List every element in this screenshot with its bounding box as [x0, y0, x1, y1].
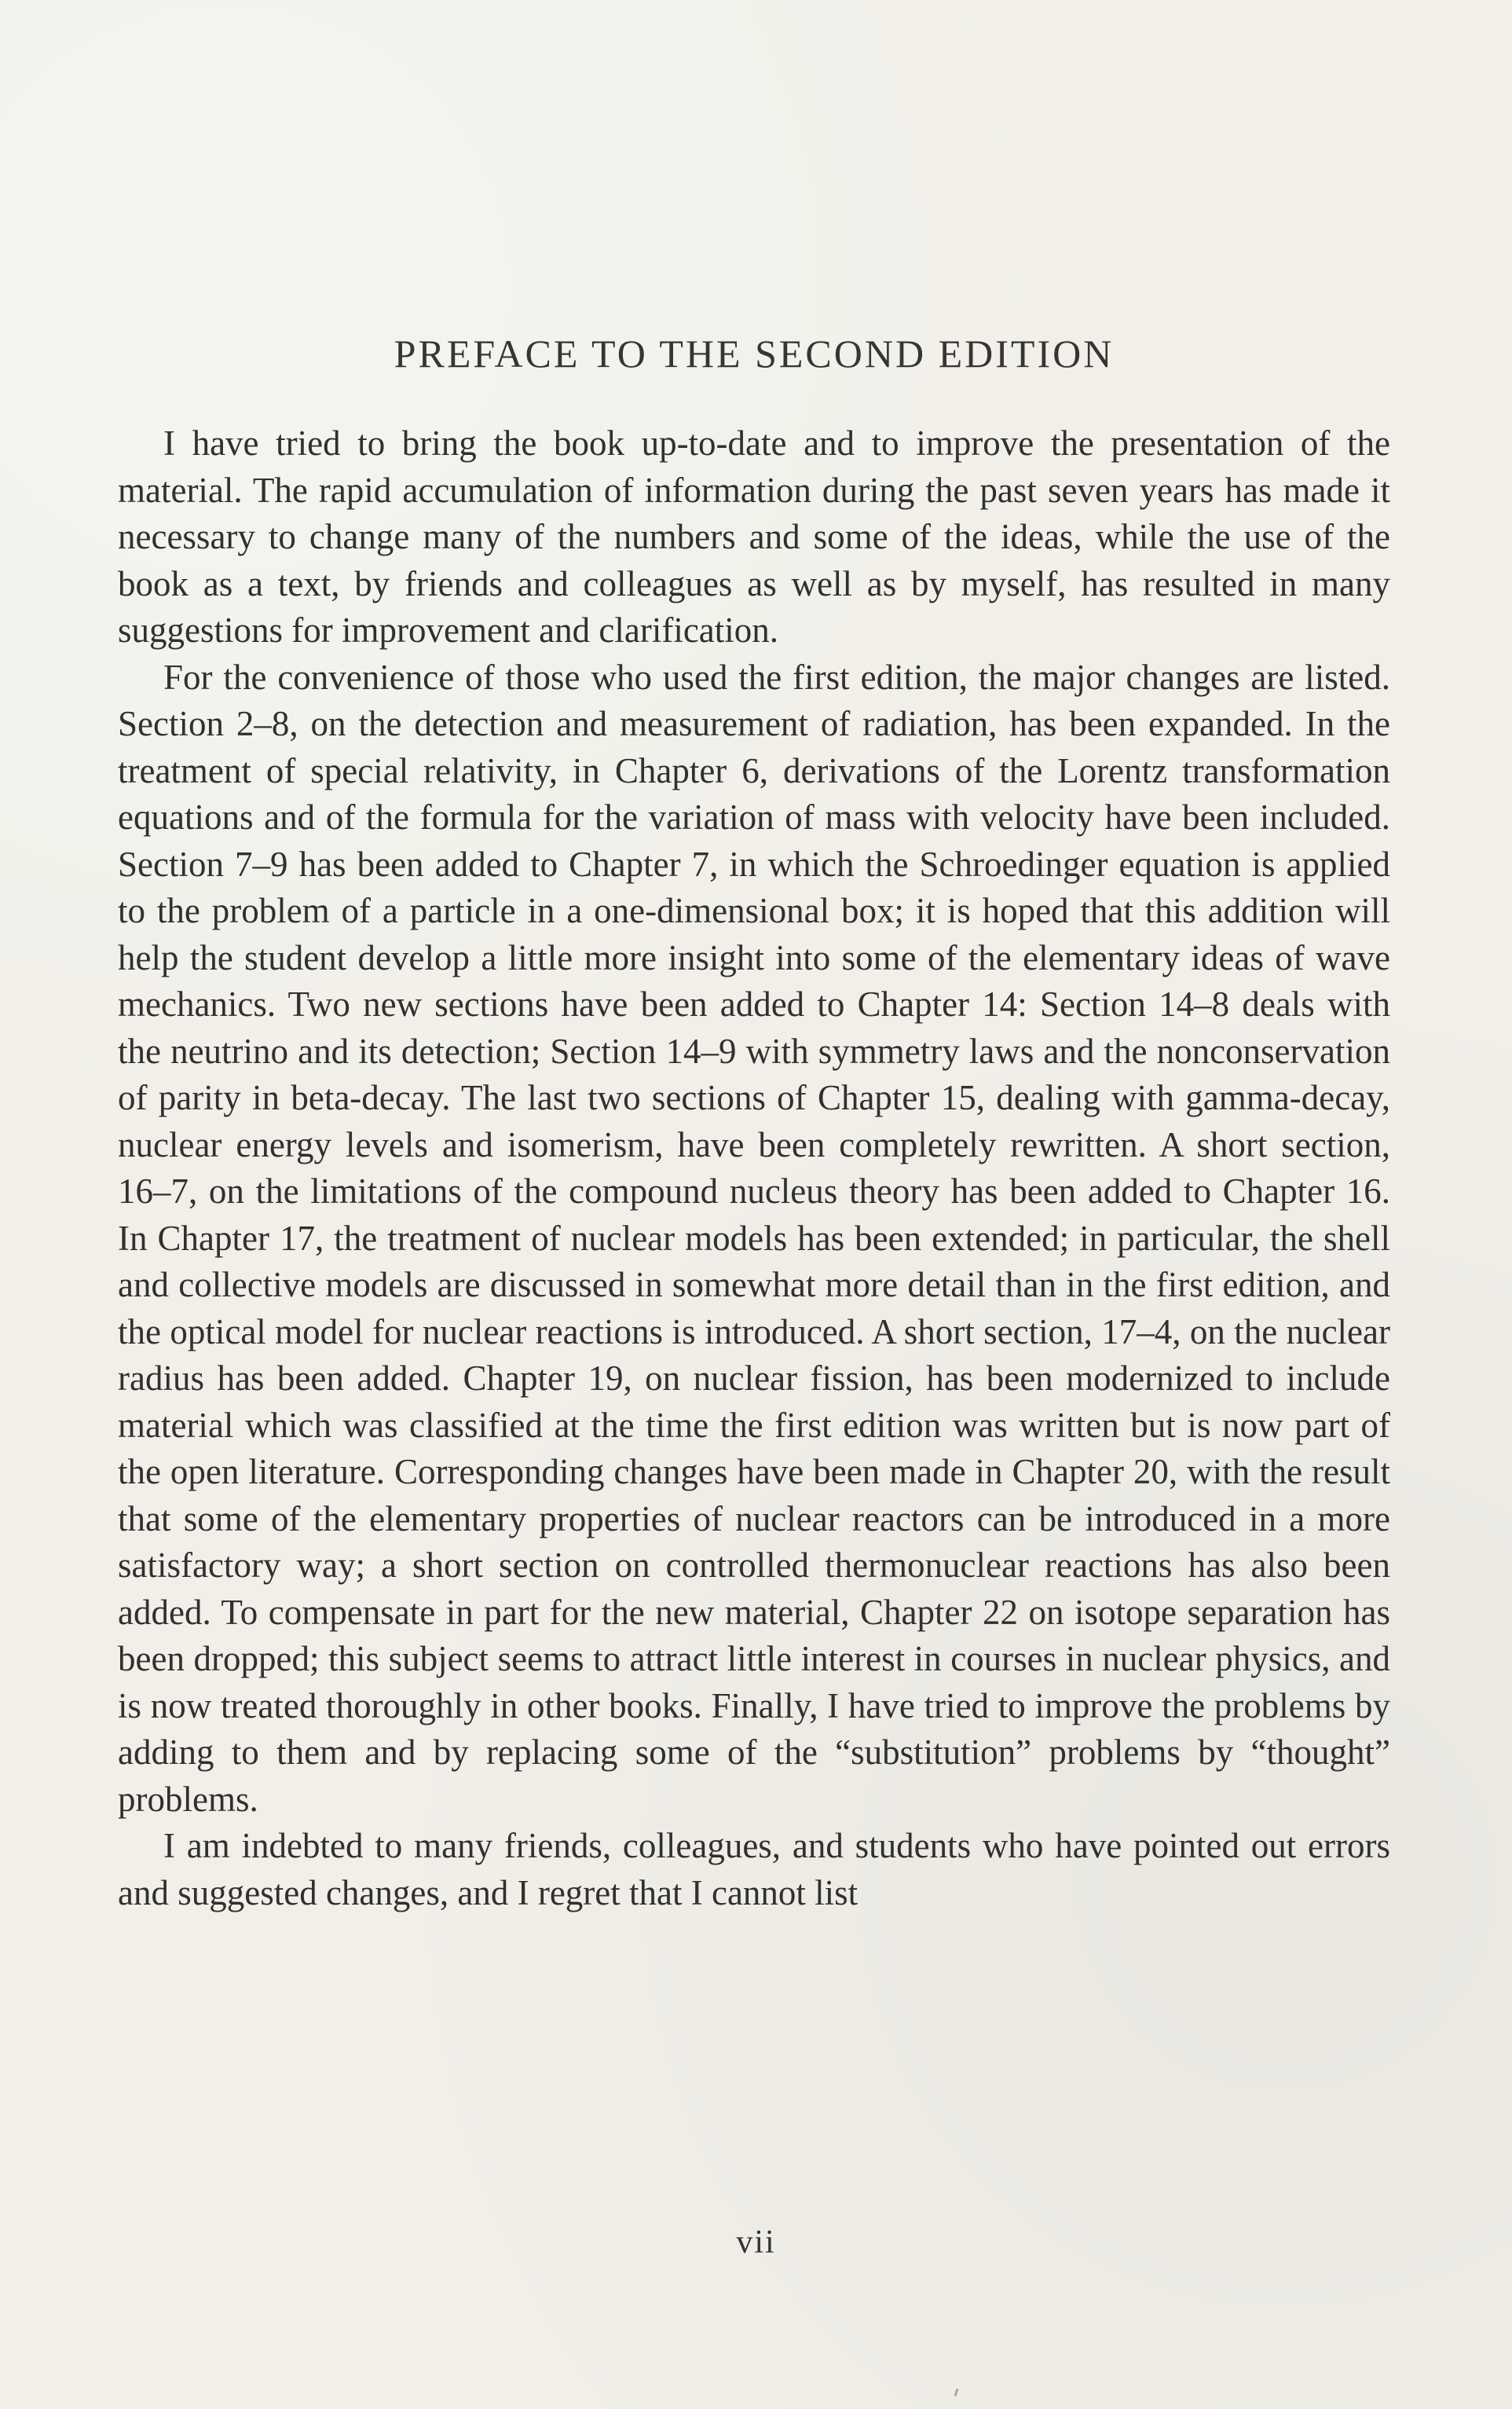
paragraph-1: I have tried to bring the book up-to-date and to improve the presentation of the material. The rapid accumulation of information during the past seven years has made it necessary to change many of the numbers and some of the ideas, while the use of the book as a text, by friends and colleagues as well as by myself, has resulted in many suggestions for improvement and clarification.	[118, 424, 1390, 650]
paragraph-2: For the convenience of those who used the first edition, the major changes are listed. Section 2–8, on the detection and measurement of radiation, has been expanded. In the treatment of special relativity, in Chapter 6, derivations of the Lorentz transformation equations and of the formula for the variation of mass with velocity have been included. Section 7–9 has been added to Chapter 7, in which the Schroedinger equation is applied to the problem of a particle in a one-dimensional box; it is hoped that this addition will help the student develop a little more insight into some of the elementary ideas of wave mechanics. Two new sections have been added to Chapter 14: Section 14–8 deals with the neutrino and its detection; Section 14–9 with symmetry laws and the nonconservation of parity in beta-decay. The last two sections of Chapter 15, dealing with gamma-decay, nuclear energy levels and isomerism, have been completely rewritten. A short section, 16–7, on the limitations of the compound nucleus theory has been added to Chapter 16. In Chapter 17, the treatment of nuclear models has been extended; in particular, the shell and collective models are discussed in somewhat more detail than in the first edition, and the optical model for nuclear reactions is introduced. A short section, 17–4, on the nuclear radius has been added. Chapter 19, on nuclear fission, has been modernized to include material which was classified at the time the first edition was written but is now part of the open literature. Corresponding changes have been made in Chapter 20, with the result that some of the elementary properties of nuclear reactors can be introduced in a more satisfactory way; a short section on controlled thermonuclear reactions has also been added. To compensate in part for the new material, Chapter 22 on isotope separation has been dropped; this subject seems to attract little interest in courses in nuclear physics, and is now treated thoroughly in other books. Finally, I have tried to improve the problems by adding to them and by replacing some of the “substitution” problems by “thought” problems.	[118, 657, 1390, 1819]
preface-content	[118, 334, 1390, 1916]
page-number: vii	[736, 2224, 776, 2260]
paper-mark	[954, 2389, 959, 2396]
paragraph-3: I am indebted to many friends, colleagues, and students who have pointed out errors and suggested changes, and I regret that I cannot list	[118, 1826, 1390, 1912]
page-title: PREFACE TO THE SECOND EDITION	[394, 332, 1115, 376]
